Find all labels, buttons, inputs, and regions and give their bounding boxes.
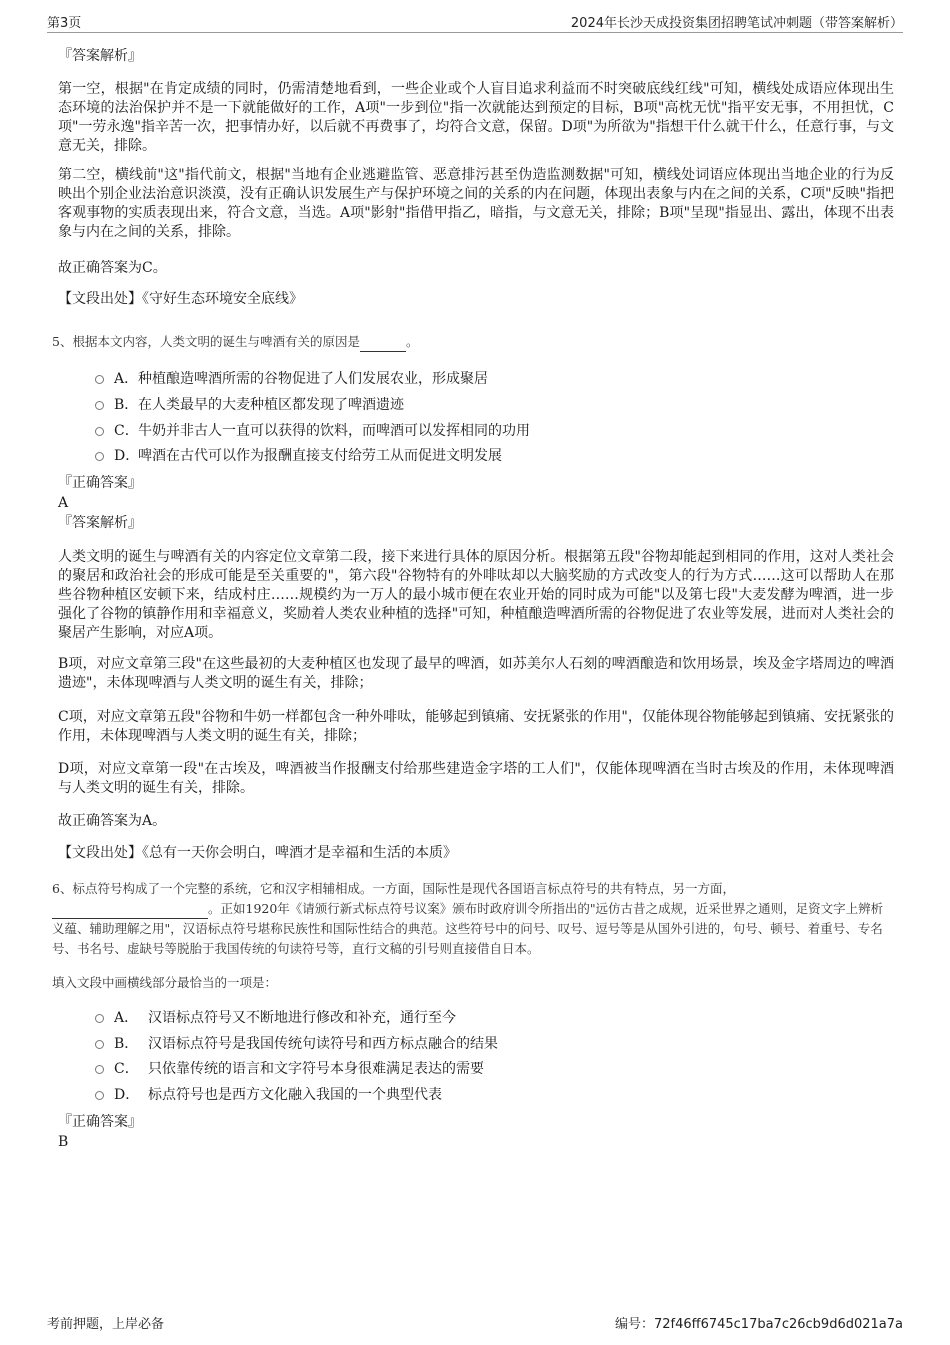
- question-stem-end: 。: [405, 334, 419, 349]
- radio-button[interactable]: [95, 401, 104, 410]
- page-number: 第3页: [47, 16, 82, 31]
- radio-button[interactable]: [95, 1065, 104, 1074]
- option-letter: A．: [114, 371, 139, 387]
- correct-answer-tag: 『正确答案』: [58, 1114, 142, 1130]
- option-text: 只依靠传统的语言和文字符号本身很难满足表达的需要: [148, 1061, 484, 1077]
- option-text: 汉语标点符号是我国传统句读符号和西方标点融合的结果: [148, 1036, 498, 1052]
- option-d[interactable]: [95, 446, 502, 466]
- option-text: 标点符号也是西方文化融入我国的一个典型代表: [148, 1087, 442, 1103]
- radio-button[interactable]: [95, 375, 104, 384]
- option-letter: B．: [114, 397, 139, 413]
- question-stem-text: 5、根据本文内容，人类文明的诞生与啤酒有关的原因是: [52, 334, 360, 349]
- option-letter: B．: [114, 1036, 139, 1052]
- page-header: [47, 12, 903, 33]
- answer-blank: [360, 351, 406, 352]
- option-b[interactable]: [95, 1034, 498, 1054]
- source-citation: 【文段出处】《总有一天你会明白，啤酒才是幸福和生活的本质》: [58, 845, 457, 861]
- analysis-paragraph: 第一空，根据"在肯定成绩的同时，仍需清楚地看到，一些企业或个人盲目追求利益而不时突破底线红线"可知，横线处成语应体现出生态环境的法治保护并不是一下就能做好的工作，A项"一步到位"指一次就能达到预定的目标，B项"高枕无忧"指平安无事，不用担忧，C项"一劳永逸"指辛苦一次，把事情办好，以后就不再费事了，均符合文意，保留。D项"为所欲为"指想干什么就干什么，任意行事，与文意无关，排除。: [58, 81, 894, 154]
- radio-button[interactable]: [95, 1091, 104, 1100]
- option-text: 牛奶并非古人一直可以获得的饮料，而啤酒可以发挥相同的功用: [138, 423, 530, 439]
- question-prompt: 填入文段中画横线部分最恰当的一项是：: [52, 975, 278, 990]
- option-letter: C．: [114, 1061, 139, 1077]
- option-text: 啤酒在古代可以作为报酬直接支付给劳工从而促进文明发展: [138, 448, 502, 464]
- correct-answer: B: [58, 1134, 69, 1150]
- footer-slogan: 考前押题，上岸必备: [47, 1317, 165, 1332]
- answer-blank: [52, 918, 208, 919]
- document-title: 2024年长沙天成投资集团招聘笔试冲刺题（带答案解析）: [570, 16, 903, 31]
- analysis-paragraph: 人类文明的诞生与啤酒有关的内容定位文章第二段，接下来进行具体的原因分析。根据第五段"谷物却能起到相同的作用，这对人类社会的聚居和政治社会的形成可能是至关重要的"，第六段"谷物特有的外啡呔却以大脑奖励的方式改变人的行为方式……这可以帮助人在那些谷物种植区安顿下来，结成村庄……规模约为一万人的最小城市便在农业开始的同时成为可能"以及第七段"大麦发酵为啤酒，进一步强化了谷物的镇静作用和幸福意义，奖励着人类农业种植的选择"可知，种植酿造啤酒所需的谷物促进了农业等发展，进而对人类社会的聚居产生影响，对应A项。: [58, 549, 894, 641]
- analysis-paragraph: D项，对应文章第一段"在古埃及，啤酒被当作报酬支付给那些建造金字塔的工人们"，仅能体现啤酒在当时古埃及的作用，未体现啤酒与人类文明的诞生有关，排除。: [58, 761, 894, 796]
- option-c[interactable]: [95, 1059, 484, 1079]
- question-stem-text: 。正如1920年《请颁行新式标点符号议案》颁布时政府训令所指出的"远仿古昔之成规，近采世界之通则，足资文字上辨析义蕴、辅助理解之用"，汉语标点符号堪称民族性和国际性结合的典范。这些符号中的问号、叹号、逗号等是从国外引进的，句号、顿号、着重号、专名号、书名号、虚缺号等脱胎于我国传统的句读符号等，直行文稿的引号则直接借自日本。: [52, 901, 884, 956]
- option-text: 在人类最早的大麦种植区都发现了啤酒遗迹: [138, 397, 404, 413]
- option-text: 种植酿造啤酒所需的谷物促进了人们发展农业，形成聚居: [138, 371, 488, 387]
- option-letter: A．: [114, 1010, 139, 1026]
- conclusion: 故正确答案为C。: [58, 260, 167, 276]
- option-a[interactable]: [95, 369, 488, 389]
- option-c[interactable]: [95, 421, 530, 441]
- conclusion: 故正确答案为A。: [58, 813, 167, 829]
- question-5-stem: [52, 332, 894, 352]
- document-id: 编号：72f46ff6745c17ba7c26cb9d6d021a7a: [614, 1317, 903, 1332]
- page-footer: [47, 1313, 903, 1331]
- analysis-paragraph: B项，对应文章第三段"在这些最初的大麦种植区也发现了最早的啤酒，如苏美尔人石刻的啤酒酿造和饮用场景，埃及金字塔周边的啤酒遗迹"，未体现啤酒与人类文明的诞生有关，排除；: [58, 656, 894, 691]
- option-a[interactable]: [95, 1008, 456, 1028]
- question-6-stem: [52, 879, 894, 959]
- option-text: 汉语标点符号又不断地进行修改和补充，通行至今: [148, 1010, 456, 1026]
- option-letter: C．: [114, 423, 139, 439]
- analysis-paragraph: 第二空，横线前"这"指代前文，根据"当地有企业逃避监管、恶意排污甚至伪造监测数据"可知，横线处词语应体现出当地企业的行为反映出个别企业法治意识淡漠，没有正确认识发展生产与保护环境之间的关系的内在问题，体现出表象与内在之间的关系，C项"反映"指把客观事物的实质表现出来，符合文意，当选。A项"影射"指借甲指乙，暗指，与文意无关，排除；B项"呈现"指显出、露出，体现不出表象与内在之间的关系，排除。: [58, 167, 894, 240]
- question-stem-text: 6、标点符号构成了一个完整的系统，它和汉字相辅相成。一方面，国际性是现代各国语言标点符号的共有特点，另一方面，: [52, 881, 735, 896]
- option-letter: D．: [114, 448, 140, 464]
- option-b[interactable]: [95, 395, 404, 415]
- option-letter: D．: [114, 1087, 140, 1103]
- radio-button[interactable]: [95, 1040, 104, 1049]
- correct-answer: A: [58, 495, 69, 511]
- source-citation: 【文段出处】《守好生态环境安全底线》: [58, 291, 303, 307]
- analysis-paragraph: C项，对应文章第五段"谷物和牛奶一样都包含一种外啡呔，能够起到镇痛、安抚紧张的作用"，仅能体现谷物能够起到镇痛、安抚紧张的作用，未体现啤酒与人类文明的诞生有关，排除；: [58, 709, 894, 744]
- correct-answer-tag: 『正确答案』: [58, 475, 142, 491]
- option-d[interactable]: [95, 1085, 442, 1105]
- radio-button[interactable]: [95, 452, 104, 461]
- radio-button[interactable]: [95, 1014, 104, 1023]
- analysis-tag: 『答案解析』: [58, 515, 142, 531]
- radio-button[interactable]: [95, 427, 104, 436]
- analysis-tag: 『答案解析』: [58, 48, 142, 64]
